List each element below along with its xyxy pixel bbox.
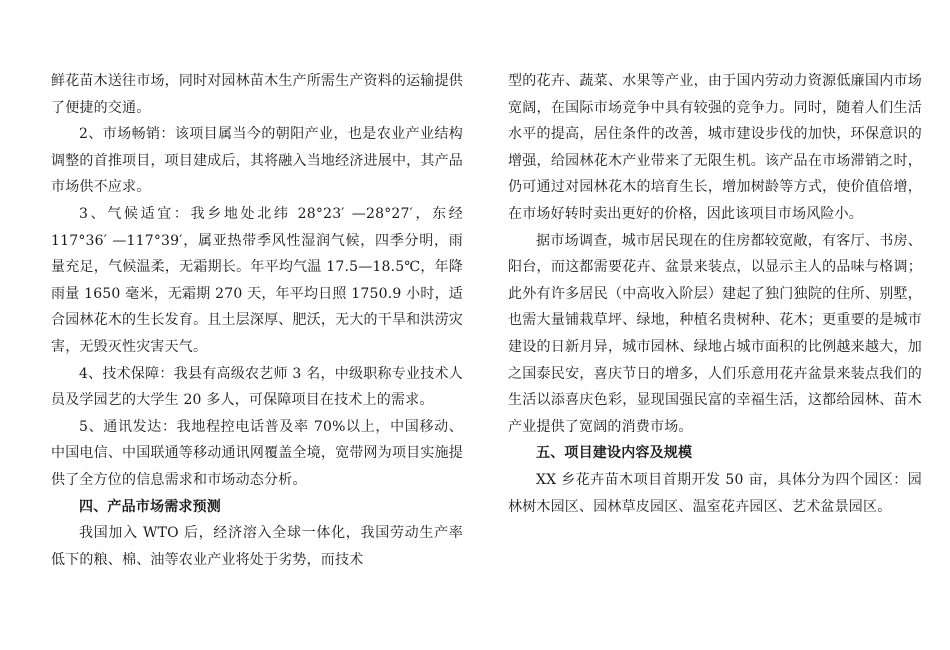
section-heading-construction: 五、项目建设内容及规模 [536,445,693,462]
paragraph: 鲜花苗木送往市场，同时对园林苗木生产所需生产资料的运输提供了便捷的交通。 [51,73,463,116]
paragraph-continuation: 型的花卉、蔬菜、水果等产业，由于国内劳动力资源低廉国内市场宽阔，在国际市场竞争中具有较强的竞争力。同时，随着人们生活水平的提高，居住条件的改善，城市建设步伐的加快，环保意识的增强，给园林花木产业带来了无限生机。该产品在市场滞销之时，仍可通过对园林花木的培育生长，增加树龄等方式，使价值倍增，在市场好转时卖出更好的价格，因此该项目市场风险小。 [508,73,922,222]
left-column [51,68,463,573]
paragraph-wto: 我国加入 WTO 后，经济溶入全球一体化，我国劳动生产率低下的粮、棉、油等农业产业将处于劣势，而技术 [51,525,463,568]
paragraph-climate: 3、气候适宜：我乡地处北纬 28°23′ —28°27′，东经 117°36′ —117°39′，属亚热带季风性湿润气候，四季分明，雨量充足，气候温柔，无霜期长。年平均气温 17.5—18.5℃，年降雨量 1650 毫米，无霜期 270 天，年平均日照 1750.9 小时，适合园林花木的生长发育。且土层深厚、肥沃，无大的干旱和洪涝灾害，无毁灭性灾害天气。 [51,205,463,355]
paragraph-communication: 5、通讯发达：我地程控电话普及率 70%以上，中国移动、中国电信、中国联通等移动通讯网覆盖全境，宽带网为项目实施提供了全方位的信息需求和市场动态分析。 [51,418,463,488]
paragraph-survey: 据市场调查，城市居民现在的住房都较宽敞，有客厅、书房、阳台，而这都需要花卉、盆景来装点，以显示主人的品味与格调；此外有许多居民（中高收入阶层）建起了独门独院的住所、别墅，也需大量铺栽草坪、绿地，种植名贵树种、花木；更重要的是城市建设的日新月异，城市园林、绿地占城市面积的比例越来越大，加之国泰民安，喜庆节日的增多，人们乐意用花卉盆景来装点我们的生活以添喜庆色彩，显现国强民富的幸福生活，这都给园林、苗木产业提供了宽阔的消费市场。 [508,232,922,435]
paragraph-market: 2、市场畅销：该项目属当今的朝阳产业，也是农业产业结构调整的首推项目，项目建成后，其将融入当地经济进展中，其产品市场供不应求。 [51,126,463,196]
right-column [508,68,922,520]
paragraph-scale: XX 乡花卉苗木项目首期开发 50 亩，具体分为四个园区：园林树木园区、园林草皮园区、温室花卉园区、艺术盆景园区。 [508,471,922,515]
section-heading-market-forecast: 四、产品市场需求预测 [79,498,221,515]
paragraph-technology: 4、技术保障：我县有高级农艺师 3 名，中级职称专业技术人员及学园艺的大学生 20 多人，可保障项目在技术上的需求。 [51,365,463,409]
